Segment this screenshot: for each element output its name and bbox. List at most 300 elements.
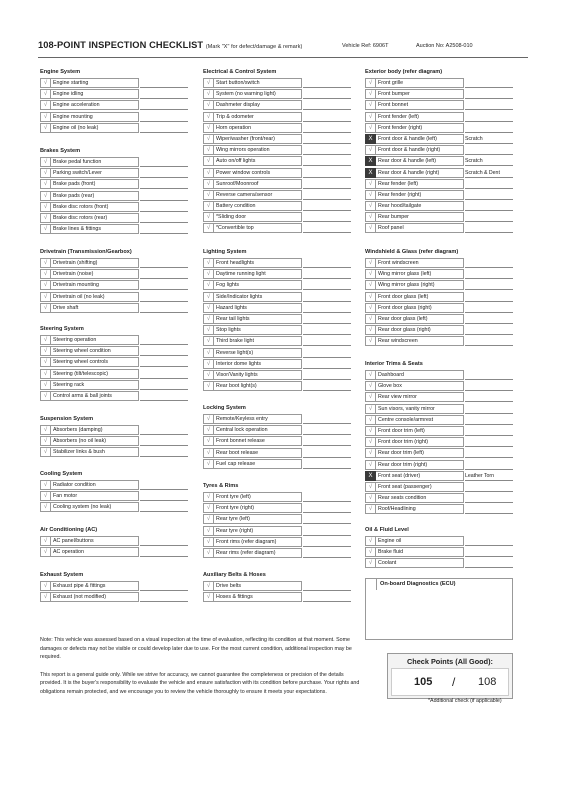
item-label: Engine starting: [51, 78, 139, 88]
checklist-item: [365, 279, 515, 290]
check-mark[interactable]: √: [40, 369, 51, 379]
item-label: Rear door & handle (left): [376, 156, 464, 166]
checklist-item: [203, 335, 353, 346]
item-label: Daytime running light: [214, 269, 302, 279]
item-label: Drivetrain mounting: [51, 280, 139, 290]
item-label: Hazard lights: [214, 303, 302, 313]
check-mark[interactable]: √: [40, 269, 51, 279]
check-points-score: [391, 668, 509, 696]
check-mark[interactable]: √: [203, 514, 214, 524]
remark-line: [465, 513, 513, 514]
check-mark[interactable]: √: [365, 179, 376, 189]
item-label: Fog lights: [214, 280, 302, 290]
check-mark[interactable]: √: [203, 459, 214, 469]
check-mark[interactable]: √: [40, 536, 51, 546]
item-label: Stop lights: [214, 325, 302, 335]
check-mark[interactable]: √: [40, 425, 51, 435]
checklist-item: [40, 111, 190, 122]
checklist-item: [40, 178, 190, 189]
item-label: Drivetrain (shifting): [51, 258, 139, 268]
section-title: Suspension System: [40, 416, 94, 422]
check-mark[interactable]: √: [365, 460, 376, 470]
checklist-item: [203, 547, 353, 558]
check-mark[interactable]: √: [203, 168, 214, 178]
checklist-item: [40, 257, 190, 268]
check-mark[interactable]: √: [40, 581, 51, 591]
checklist-item: [40, 345, 190, 356]
checklist-item: [365, 335, 515, 346]
checklist-item: [203, 155, 353, 166]
check-mark[interactable]: √: [365, 381, 376, 391]
check-mark[interactable]: √: [365, 536, 376, 546]
check-mark[interactable]: √: [203, 526, 214, 536]
check-mark[interactable]: √: [40, 346, 51, 356]
check-mark[interactable]: √: [40, 380, 51, 390]
item-label: Rear boot release: [214, 448, 302, 458]
auction-no: Auction No: A2508-010: [416, 43, 473, 49]
check-mark[interactable]: √: [365, 292, 376, 302]
good-count: 105: [414, 676, 433, 688]
item-label: Brake lines & fittings: [51, 224, 139, 234]
item-label: Front tyre (left): [214, 492, 302, 502]
defect-mark[interactable]: X: [365, 168, 376, 178]
check-mark[interactable]: √: [203, 359, 214, 369]
checklist-item: [365, 99, 515, 110]
item-label: AC operation: [51, 547, 139, 557]
item-label: Front door glass (left): [376, 292, 464, 302]
check-mark[interactable]: √: [40, 168, 51, 178]
checklist-item: [203, 380, 353, 391]
checklist-item: [365, 425, 515, 436]
checklist-item: [365, 268, 515, 279]
checklist-item: [203, 580, 353, 591]
item-label: Visor/Vanity lights: [214, 370, 302, 380]
check-mark[interactable]: √: [365, 112, 376, 122]
check-mark[interactable]: √: [40, 123, 51, 133]
check-mark[interactable]: √: [40, 292, 51, 302]
check-mark[interactable]: √: [203, 156, 214, 166]
item-label: Front door & handle (left): [376, 134, 464, 144]
item-label: Steering wheel controls: [51, 357, 139, 367]
check-mark[interactable]: √: [40, 78, 51, 88]
item-label: Roof panel: [376, 223, 464, 233]
checklist-item: [365, 189, 515, 200]
checklist-item: [365, 178, 515, 189]
checklist-item: [365, 492, 515, 503]
check-mark[interactable]: √: [40, 491, 51, 501]
checklist-item: [203, 211, 353, 222]
checklist-item: [365, 447, 515, 458]
check-mark[interactable]: √: [40, 191, 51, 201]
check-mark[interactable]: √: [203, 325, 214, 335]
check-mark[interactable]: √: [40, 112, 51, 122]
checklist-item: [203, 167, 353, 178]
check-mark[interactable]: √: [365, 504, 376, 514]
item-label: Fuel cap release: [214, 459, 302, 469]
check-mark[interactable]: √: [203, 134, 214, 144]
checklist-item: [203, 347, 353, 358]
item-label: Engine acceleration: [51, 100, 139, 110]
checklist-item: [40, 435, 190, 446]
check-mark[interactable]: √: [365, 392, 376, 402]
check-mark[interactable]: √: [40, 157, 51, 167]
checklist-item: [203, 435, 353, 446]
check-mark[interactable]: √: [365, 437, 376, 447]
check-mark[interactable]: √: [40, 224, 51, 234]
checklist-item: [40, 99, 190, 110]
check-mark[interactable]: √: [365, 370, 376, 380]
total-count: 108: [478, 676, 497, 688]
checklist-item: [365, 414, 515, 425]
additional-check-note: *Additional check (if applicable): [428, 698, 502, 704]
check-mark[interactable]: √: [203, 201, 214, 211]
check-mark[interactable]: √: [365, 223, 376, 233]
section-title: Exhaust System: [40, 572, 84, 578]
check-mark[interactable]: √: [203, 78, 214, 88]
checklist-item: [40, 501, 190, 512]
check-mark[interactable]: √: [40, 213, 51, 223]
item-label: *Convertible top: [214, 223, 302, 233]
check-mark[interactable]: √: [203, 414, 214, 424]
check-mark[interactable]: √: [365, 201, 376, 211]
item-label: Rear rims (refer diagram): [214, 548, 302, 558]
item-label: Cooling system (no leak): [51, 502, 139, 512]
checklist-item: [365, 167, 515, 178]
item-label: Reverse camera/sensor: [214, 190, 302, 200]
remark-line: [140, 556, 188, 557]
section-drivetrain-transmission-gearbox: [40, 248, 190, 313]
check-mark[interactable]: √: [40, 357, 51, 367]
checklist-item: [365, 313, 515, 324]
check-mark[interactable]: √: [203, 123, 214, 133]
checklist-item: [365, 324, 515, 335]
checklist-item: [203, 111, 353, 122]
item-label: Engine idling: [51, 89, 139, 99]
checklist-item: [40, 223, 190, 234]
item-label: Engine oil: [376, 536, 464, 546]
check-mark[interactable]: √: [40, 436, 51, 446]
check-mark[interactable]: √: [203, 112, 214, 122]
check-mark[interactable]: √: [203, 145, 214, 155]
checklist-item: [365, 481, 515, 492]
section-title: Windshield & Glass (refer diagram): [365, 249, 459, 255]
section-exterior-body-refer-diagram: [365, 68, 515, 234]
check-mark[interactable]: √: [203, 425, 214, 435]
check-mark[interactable]: √: [40, 258, 51, 268]
check-mark[interactable]: √: [203, 370, 214, 380]
item-label: Wing mirror glass (left): [376, 269, 464, 279]
checklist-item: [365, 200, 515, 211]
item-label: Front door glass (right): [376, 303, 464, 313]
check-mark[interactable]: √: [203, 280, 214, 290]
section-interior-trims-seats: [365, 360, 515, 514]
checklist-item: [365, 546, 515, 557]
check-mark[interactable]: √: [365, 336, 376, 346]
check-mark[interactable]: √: [203, 292, 214, 302]
checklist-item: [203, 424, 353, 435]
check-mark[interactable]: √: [365, 145, 376, 155]
check-mark[interactable]: √: [203, 89, 214, 99]
checklist-item: [40, 212, 190, 223]
section-title: Auxiliary Belts & Hoses: [203, 572, 266, 578]
check-mark[interactable]: √: [365, 547, 376, 557]
item-label: Front bonnet release: [214, 436, 302, 446]
checklist-item: [203, 491, 353, 502]
checklist-item: [203, 302, 353, 313]
check-mark[interactable]: √: [365, 325, 376, 335]
defect-mark[interactable]: X: [365, 134, 376, 144]
check-mark[interactable]: √: [365, 493, 376, 503]
check-mark[interactable]: √: [40, 391, 51, 401]
remark-line: [140, 132, 188, 133]
check-mark[interactable]: √: [365, 89, 376, 99]
checklist-item: [365, 380, 515, 391]
section-air-conditioning-ac: [40, 526, 190, 557]
section-title: Air Conditioning (AC): [40, 527, 98, 533]
checklist-item: [203, 88, 353, 99]
section-title: Brakes System: [40, 148, 81, 154]
checklist-item: [203, 413, 353, 424]
checklist-item: [365, 535, 515, 546]
section-title: Electrical & Control System: [203, 69, 277, 75]
checklist-item: [365, 503, 515, 514]
check-mark[interactable]: √: [40, 592, 51, 602]
item-label: Remote/Keyless entry: [214, 414, 302, 424]
item-label: *Sliding door: [214, 212, 302, 222]
ecu-checkbox[interactable]: [366, 579, 377, 590]
checklist-item: [40, 546, 190, 557]
section-auxiliary-belts-hoses: [203, 571, 353, 602]
checklist-item: [203, 358, 353, 369]
check-mark[interactable]: √: [40, 100, 51, 110]
remark-text: Scratch: [465, 158, 483, 165]
item-label: Central lock operation: [214, 425, 302, 435]
item-label: Third brake light: [214, 336, 302, 346]
defect-mark[interactable]: X: [365, 471, 376, 481]
item-label: Brake fluid: [376, 547, 464, 557]
check-mark[interactable]: √: [40, 202, 51, 212]
check-mark[interactable]: √: [203, 436, 214, 446]
item-label: Rear door glass (left): [376, 314, 464, 324]
checklist-item: [203, 200, 353, 211]
check-mark[interactable]: √: [203, 190, 214, 200]
item-label: Fan motor: [51, 491, 139, 501]
check-mark[interactable]: √: [365, 258, 376, 268]
check-mark[interactable]: √: [203, 537, 214, 547]
check-mark[interactable]: √: [203, 381, 214, 391]
item-label: Wing mirrors operation: [214, 145, 302, 155]
remark-line: [465, 567, 513, 568]
check-mark[interactable]: √: [203, 348, 214, 358]
section-title: Oil & Fluid Level: [365, 527, 409, 533]
section-tyres-rims: [203, 482, 353, 558]
item-label: Absorbers (damping): [51, 425, 139, 435]
checklist-item: [203, 313, 353, 324]
checklist-item: [365, 222, 515, 233]
check-mark[interactable]: √: [365, 415, 376, 425]
item-label: Rear hood/tailgate: [376, 201, 464, 211]
check-mark[interactable]: √: [365, 78, 376, 88]
defect-mark[interactable]: X: [365, 156, 376, 166]
checklist-item: [203, 502, 353, 513]
item-label: Drive belts: [214, 581, 302, 591]
ecu-title: On-board Diagnostics (ECU): [380, 581, 456, 587]
check-mark[interactable]: √: [365, 212, 376, 222]
note-paragraph-1: Note: This vehicle was assessed based on a visual inspection at the time of evaluation, reflecting its condition at that moment. Some damages or defects may not be visible or could develop later due to use. For the most current condition, additional inspection may be required.: [40, 637, 352, 661]
checklist-item: [203, 513, 353, 524]
checklist-item: [365, 302, 515, 313]
checklist-item: [203, 369, 353, 380]
section-title: Tyres & Rims: [203, 483, 239, 489]
item-label: Front door & handle (right): [376, 145, 464, 155]
item-label: Control arms & ball joints: [51, 391, 139, 401]
item-label: Front door trim (right): [376, 437, 464, 447]
checklist-item: [365, 369, 515, 380]
check-mark[interactable]: √: [365, 100, 376, 110]
check-mark[interactable]: √: [365, 123, 376, 133]
check-mark[interactable]: √: [365, 314, 376, 324]
section-title: Steering System: [40, 326, 84, 332]
remark-line: [140, 456, 188, 457]
checklist-item: [40, 190, 190, 201]
check-mark[interactable]: √: [203, 100, 214, 110]
check-mark[interactable]: √: [203, 269, 214, 279]
check-mark[interactable]: √: [203, 303, 214, 313]
item-label: Steering rack: [51, 380, 139, 390]
ecu-header: [366, 579, 512, 590]
item-label: Front door trim (left): [376, 426, 464, 436]
item-label: Parking switch/Lever: [51, 168, 139, 178]
item-label: Front bonnet: [376, 100, 464, 110]
item-label: Brake pads (front): [51, 179, 139, 189]
remark-line: [303, 468, 351, 469]
checklist-item: [40, 167, 190, 178]
section-cooling-system: [40, 470, 190, 513]
item-label: Side/Indicator lights: [214, 292, 302, 302]
item-label: Front bumper: [376, 89, 464, 99]
checklist-item: [40, 591, 190, 602]
check-mark[interactable]: √: [203, 581, 214, 591]
item-label: Wiper/washer (front/rear): [214, 134, 302, 144]
check-mark[interactable]: √: [203, 548, 214, 558]
check-mark[interactable]: √: [40, 480, 51, 490]
item-label: Engine mounting: [51, 112, 139, 122]
remark-line: [303, 390, 351, 391]
item-label: Rear door & handle (right): [376, 168, 464, 178]
item-label: Exhaust (not modified): [51, 592, 139, 602]
item-label: Front rims (refer diagram): [214, 537, 302, 547]
checklist-item: [203, 525, 353, 536]
check-mark[interactable]: √: [365, 482, 376, 492]
check-mark[interactable]: √: [365, 190, 376, 200]
checklist-item: [203, 189, 353, 200]
check-mark[interactable]: √: [203, 592, 214, 602]
check-mark[interactable]: √: [203, 503, 214, 513]
check-mark[interactable]: √: [203, 179, 214, 189]
checklist-item: [40, 334, 190, 345]
checklist-item: [203, 536, 353, 547]
item-label: Rear bumper: [376, 212, 464, 222]
remark-text: Scratch: [465, 135, 483, 142]
score-slash: /: [452, 675, 456, 689]
check-mark[interactable]: √: [203, 212, 214, 222]
item-label: Dashboard: [376, 370, 464, 380]
item-label: Rear tyre (left): [214, 514, 302, 524]
item-label: Rear door trim (right): [376, 460, 464, 470]
checklist-item: [40, 446, 190, 457]
item-label: Sunroof/Moonroof: [214, 179, 302, 189]
check-mark[interactable]: √: [203, 492, 214, 502]
check-mark[interactable]: √: [40, 335, 51, 345]
check-mark[interactable]: √: [40, 447, 51, 457]
section-title: Engine System: [40, 69, 81, 75]
item-label: Front tyre (right): [214, 503, 302, 513]
check-mark[interactable]: √: [203, 314, 214, 324]
item-label: Rear door trim (left): [376, 448, 464, 458]
checklist-item: [40, 356, 190, 367]
item-label: Trip & odometer: [214, 112, 302, 122]
checklist-item: [365, 403, 515, 414]
check-mark[interactable]: √: [40, 547, 51, 557]
item-label: Absorbers (no oil leak): [51, 436, 139, 446]
section-title: Interior Trims & Seats: [365, 361, 423, 367]
section-title: Drivetrain (Transmission/Gearbox): [40, 249, 132, 255]
check-mark[interactable]: √: [365, 558, 376, 568]
item-label: Drivetrain (noise): [51, 269, 139, 279]
checklist-item: [40, 77, 190, 88]
check-mark[interactable]: √: [40, 280, 51, 290]
checklist-item: [40, 490, 190, 501]
checklist-item: [40, 291, 190, 302]
check-mark[interactable]: √: [40, 303, 51, 313]
check-mark[interactable]: √: [203, 223, 214, 233]
checklist-item: [203, 222, 353, 233]
check-mark[interactable]: √: [203, 258, 214, 268]
check-mark[interactable]: √: [365, 426, 376, 436]
item-label: Front fender (left): [376, 112, 464, 122]
remark-text: Leather Torn: [465, 472, 495, 479]
check-mark[interactable]: √: [203, 448, 214, 458]
item-label: Exhaust pipe & fittings: [51, 581, 139, 591]
section-exhaust-system: [40, 571, 190, 602]
checklist-item: [365, 291, 515, 302]
check-mark[interactable]: √: [203, 336, 214, 346]
item-label: Power window controls: [214, 168, 302, 178]
item-label: Stabilizer links & bush: [51, 447, 139, 457]
item-label: System (no warning light): [214, 89, 302, 99]
item-label: Sun visors, vanity mirror: [376, 404, 464, 414]
checklist-item: [40, 479, 190, 490]
check-mark[interactable]: √: [365, 404, 376, 414]
check-mark[interactable]: √: [40, 179, 51, 189]
note-paragraph-2: This report is a general guide only. While we strive for accuracy, we cannot guarantee the completeness or precision of the details provided. It is the buyer's responsibility to evaluate the vehicle and ensure satisfaction with its condition before purchase. Your rights and obligations remain protected, and we encourage you to review the vehicle thoroughly to ensure it meets your expectations.: [40, 671, 360, 695]
section-electrical-control-system: [203, 68, 353, 234]
checklist-item: [203, 77, 353, 88]
check-mark[interactable]: √: [365, 280, 376, 290]
item-label: Rear view mirror: [376, 392, 464, 402]
section-windshield-glass-refer-diagram: [365, 248, 515, 347]
checklist-item: [40, 122, 190, 133]
item-label: Rear windscreen: [376, 336, 464, 346]
check-mark[interactable]: √: [365, 269, 376, 279]
item-label: Steering operation: [51, 335, 139, 345]
check-mark[interactable]: √: [365, 303, 376, 313]
section-steering-system: [40, 325, 190, 401]
check-mark[interactable]: √: [365, 448, 376, 458]
check-mark[interactable]: √: [40, 502, 51, 512]
checklist-item: [203, 178, 353, 189]
check-mark[interactable]: √: [40, 89, 51, 99]
